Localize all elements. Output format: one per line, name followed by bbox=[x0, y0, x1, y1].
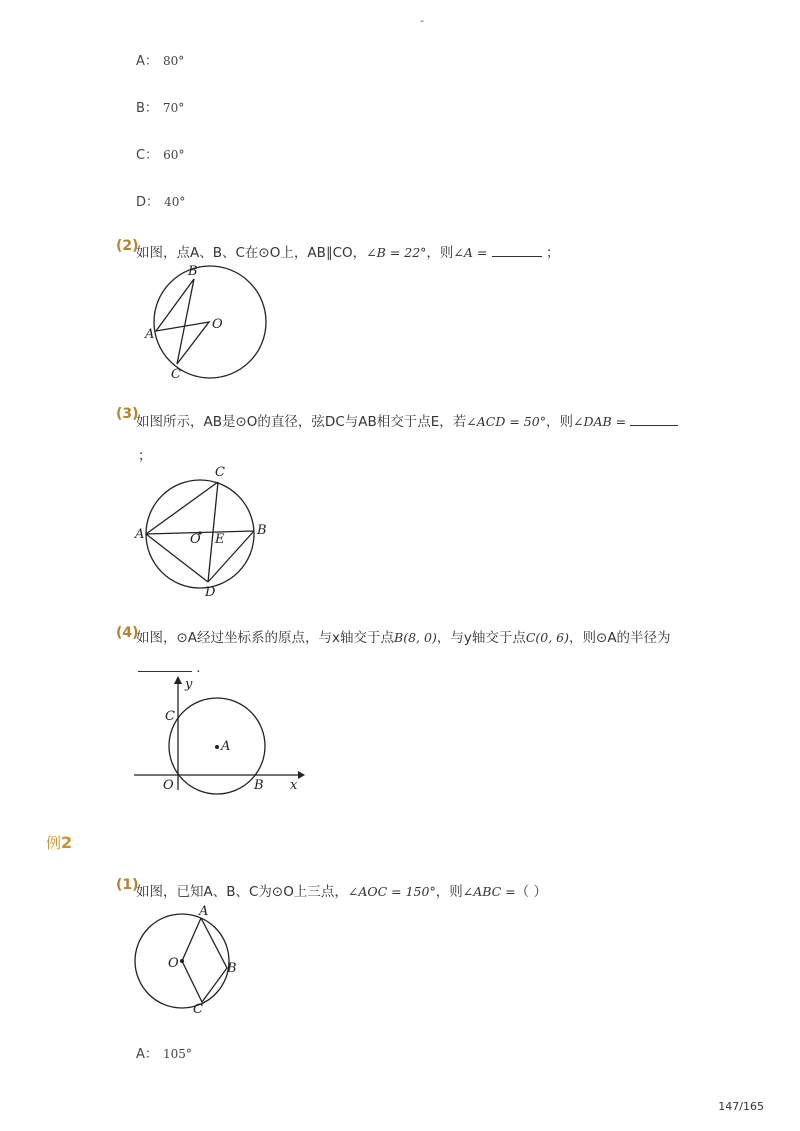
top-mark: - bbox=[420, 14, 424, 27]
point-label: O bbox=[212, 317, 223, 332]
point-label: B bbox=[254, 778, 264, 793]
option-letter: C： bbox=[136, 148, 159, 163]
math-expression: ∠AOC = 150° bbox=[347, 884, 436, 899]
option-d[interactable] bbox=[136, 191, 185, 210]
question-text: ； bbox=[138, 448, 152, 464]
option-b[interactable] bbox=[136, 97, 184, 116]
figure-q4 bbox=[130, 672, 305, 797]
question-text: ，则 bbox=[426, 245, 454, 261]
question-text: ，则⊙A的半径为 bbox=[569, 630, 671, 646]
question-text: ，则 bbox=[545, 414, 573, 430]
option-letter: B： bbox=[136, 101, 158, 116]
math-expression: ∠ACD = 50° bbox=[466, 414, 546, 429]
option-value: 80° bbox=[163, 54, 185, 68]
point-label: A bbox=[199, 904, 209, 919]
point-label: O bbox=[163, 778, 174, 793]
point-label: O bbox=[190, 532, 201, 547]
point-label: B bbox=[227, 961, 237, 976]
question-3-text bbox=[136, 410, 678, 430]
question-4-text bbox=[136, 626, 671, 646]
point-label: A bbox=[135, 527, 145, 542]
example-heading bbox=[46, 832, 72, 853]
option-letter: A： bbox=[136, 54, 158, 69]
page-number: 147/165 bbox=[718, 1100, 764, 1113]
point-label: A bbox=[145, 327, 155, 342]
question-number: (2) bbox=[116, 238, 139, 254]
option-value: 60° bbox=[163, 148, 185, 162]
option-value: 105° bbox=[163, 1047, 192, 1061]
option-value: 70° bbox=[163, 101, 185, 115]
question-text: 如图，点A、B、C在⊙O上，AB∥CO， bbox=[136, 245, 367, 261]
question-text: 如图所示，AB是⊙O的直径，弦DC与AB相交于点E，若 bbox=[136, 414, 467, 430]
math-expression: ∠DAB = bbox=[572, 414, 627, 429]
point-label: C bbox=[193, 1002, 203, 1017]
option-c[interactable] bbox=[136, 144, 184, 163]
question-number: (1) bbox=[116, 877, 139, 893]
math-expression: ∠ABC = bbox=[462, 884, 516, 899]
axis-label: x bbox=[290, 778, 298, 793]
figure-q2 bbox=[140, 262, 280, 382]
math-expression: ∠A = bbox=[453, 245, 488, 260]
question-number: (3) bbox=[116, 406, 139, 422]
figure-q3 bbox=[130, 460, 275, 600]
question-text: 如图，⊙A经过坐标系的原点，与x轴交于点 bbox=[136, 630, 395, 646]
option-letter: D： bbox=[136, 195, 160, 210]
point-label: B bbox=[257, 523, 267, 538]
question-text: 如图，已知A、B、C为⊙O上三点， bbox=[136, 884, 348, 900]
option-value: 40° bbox=[164, 195, 186, 209]
point-label: A bbox=[221, 739, 231, 754]
point-label: C bbox=[171, 367, 181, 382]
question-text: . bbox=[196, 660, 201, 676]
point-label: E bbox=[215, 532, 225, 547]
figure-ex2q1 bbox=[130, 900, 245, 1020]
question-text: ； bbox=[545, 245, 560, 261]
point-label: C bbox=[215, 465, 225, 480]
question-text: ，则 bbox=[435, 884, 463, 900]
math-expression: ∠B = 22° bbox=[366, 245, 427, 260]
math-expression: B(8, 0) bbox=[394, 630, 437, 645]
example-number: 2 bbox=[61, 833, 73, 852]
answer-blank[interactable] bbox=[630, 424, 678, 426]
example-2-question-1-text bbox=[136, 880, 547, 900]
math-expression: C(0, 6) bbox=[525, 630, 570, 645]
point-label: C bbox=[165, 709, 175, 724]
answer-blank[interactable] bbox=[492, 255, 542, 257]
question-number: (4) bbox=[116, 625, 139, 641]
question-2-text bbox=[136, 241, 559, 261]
point-label: O bbox=[168, 956, 179, 971]
point-label: B bbox=[188, 264, 198, 279]
point-label: D bbox=[205, 585, 216, 600]
question-text: （ ） bbox=[515, 884, 547, 900]
example-prefix: 例 bbox=[46, 834, 62, 852]
question-text: ，与y轴交于点 bbox=[436, 630, 526, 646]
option-letter: A： bbox=[136, 1047, 158, 1062]
option-a[interactable] bbox=[136, 50, 184, 69]
option-a[interactable] bbox=[136, 1043, 192, 1062]
axis-label: y bbox=[185, 677, 193, 692]
